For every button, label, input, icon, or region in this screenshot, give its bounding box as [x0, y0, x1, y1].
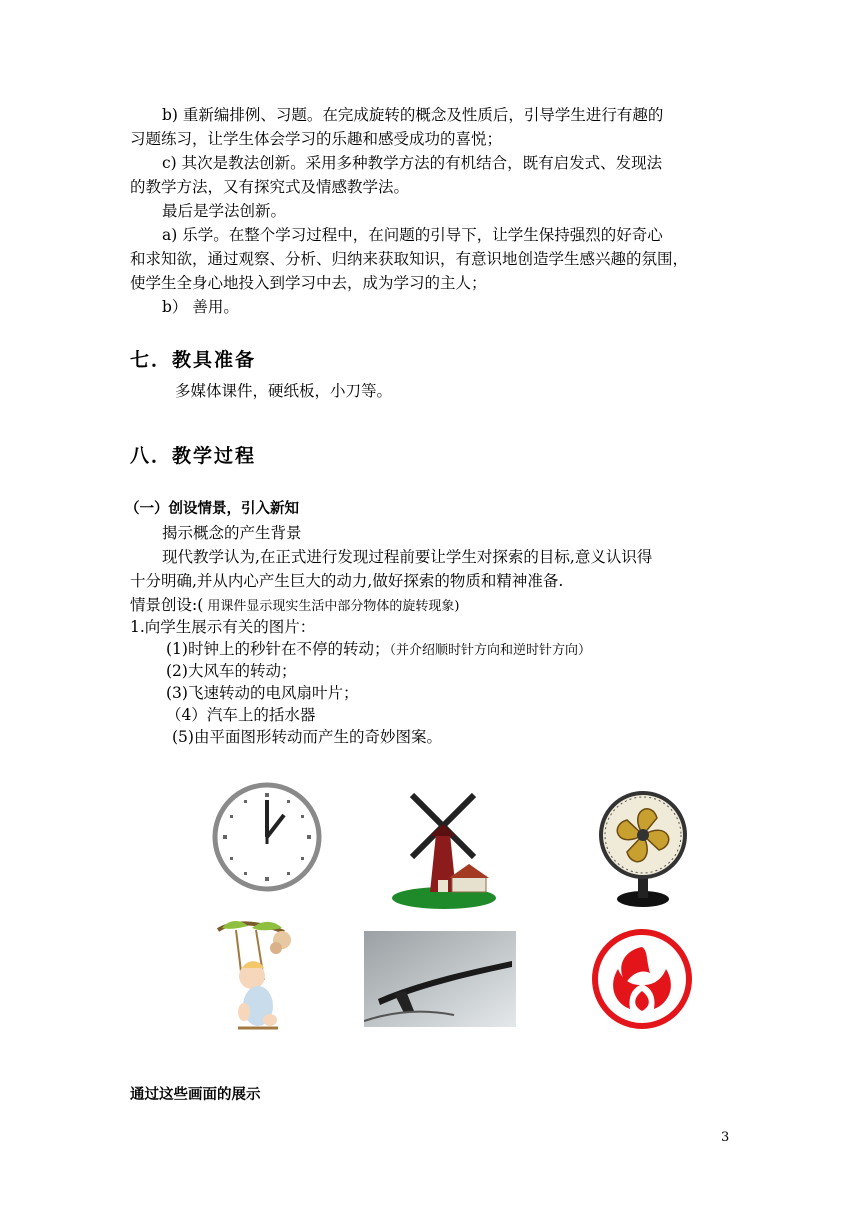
swing-child-icon [212, 918, 304, 1036]
paragraph-line: c) 其次是教法创新。采用多种教学方法的有机结合，既有启发式、发现法 [162, 154, 663, 172]
windmill-icon [392, 790, 502, 910]
paragraph-line: a) 乐学。在整个学习过程中，在问题的引导下，让学生保持强烈的好奇心 [162, 226, 663, 244]
paragraph-line: 最后是学法创新。 [162, 202, 287, 220]
text-line: 1.向学生展示有关的图片： [130, 618, 316, 636]
section-heading: 八．教学过程 [130, 445, 257, 467]
electric-fan-icon [597, 790, 689, 908]
paragraph-line: b) 重新编排例、习题。在完成旋转的概念及性质后，引导学生进行有趣的 [162, 106, 664, 124]
text-line [130, 594, 460, 618]
paragraph-line: b） 善用。 [162, 298, 239, 316]
closing-heading: 通过这些画面的展示 [130, 1086, 261, 1103]
clock-icon [210, 782, 324, 892]
page-number: 3 [721, 1130, 730, 1145]
list-item-text: (1)时钟上的秒针在不停的转动； [166, 640, 390, 658]
scenario-note: 用课件显示现实生活中部分物体的旋转现象) [203, 599, 460, 614]
list-item-note: （并介绍顺时针方向和逆时针方向） [389, 643, 591, 658]
scenario-label: 情景创设:( [130, 596, 204, 614]
paragraph-line: 习题练习，让学生体会学习的乐趣和感受成功的喜悦； [130, 130, 503, 148]
subsection-heading: （一）创设情景，引入新知 [125, 500, 299, 517]
list-item: (5)由平面图形转动而产生的奇妙图案。 [172, 728, 442, 746]
wiper-icon [364, 931, 516, 1027]
list-item: （4）汽车上的括水器 [166, 706, 316, 724]
text-line: 现代教学认为,在正式进行发现过程前要让学生对探索的目标,意义认识得 [162, 548, 653, 566]
section-body: 多媒体课件，硬纸板，小刀等。 [175, 382, 393, 400]
car-logo-icon [592, 929, 692, 1029]
paragraph-line: 和求知欲，通过观察、分析、归纳来获取知识，有意识地创造学生感兴趣的氛围， [130, 250, 689, 268]
paragraph-line: 的教学方法，又有探究式及情感教学法。 [130, 178, 410, 196]
list-item: (3)飞速转动的电风扇叶片； [166, 684, 359, 702]
text-line: 揭示概念的产生背景 [162, 524, 302, 542]
list-item: (2)大风车的转动； [166, 662, 297, 680]
text-line: 十分明确,并从内心产生巨大的动力,做好探索的物质和精神准备. [130, 572, 564, 590]
list-item [166, 638, 591, 662]
paragraph-line: 使学生全身心地投入到学习中去，成为学习的主人； [130, 274, 487, 292]
section-heading: 七．教具准备 [130, 349, 257, 371]
